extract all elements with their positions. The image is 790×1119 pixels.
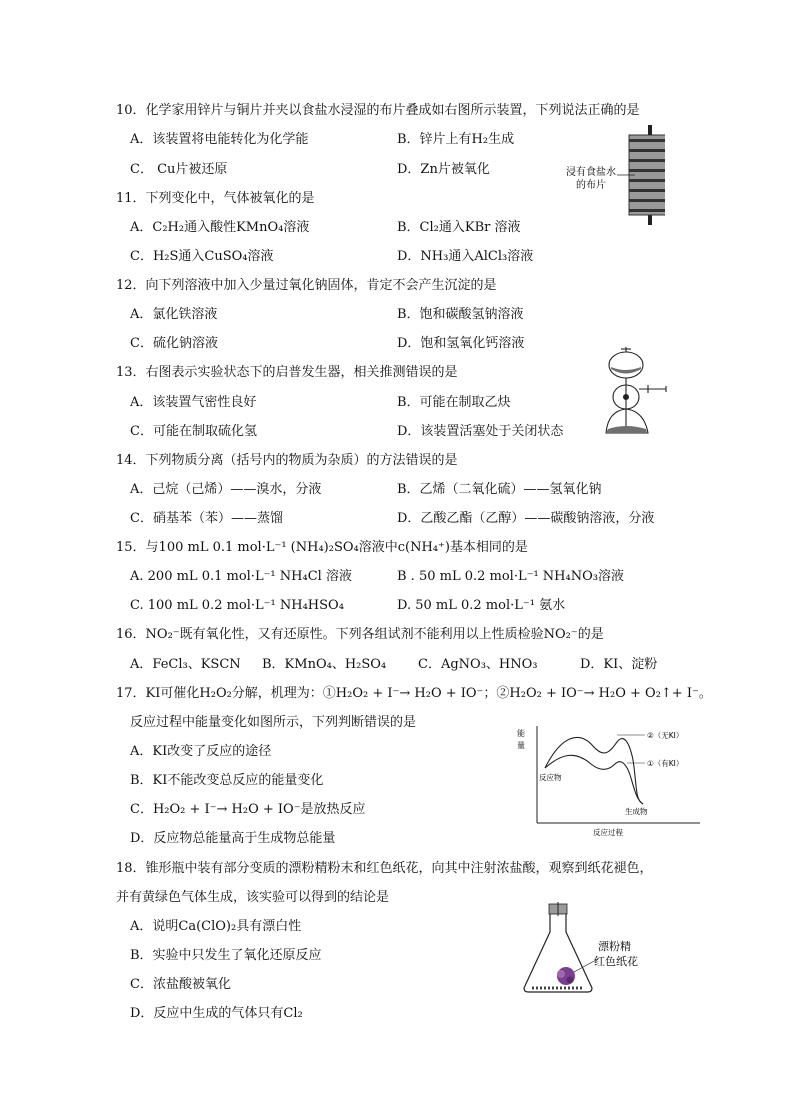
kipp-generator-figure: [596, 345, 688, 440]
question-13-stem: 13．右图表示实验状态下的启普发生器，相关推测错误的是: [116, 365, 458, 380]
q17-option-d: D．反应物总能量高于生成物总能量: [130, 831, 336, 846]
question-18-stem: 18．锥形瓶中装有部分变质的漂粉精粉末和红色纸花，向其中注射浓盐酸，观察到纸花褪色，: [116, 861, 653, 876]
curve-label-without-ki: ②（无KI）: [647, 731, 684, 740]
q12-option-b: B．饱和碳酸氢钠溶液: [397, 307, 524, 322]
q12-option-c: C．硫化钠溶液: [130, 336, 218, 351]
q11-option-a: A．C₂H₂通入酸性KMnO₄溶液: [130, 220, 310, 235]
question-17-stem: 17．KI可催化H₂O₂分解，机理为：①H₂O₂ + I⁻→ H₂O + IO⁻；②H₂O₂ + IO⁻→ H₂O + O₂↑+ I⁻。: [116, 686, 712, 701]
reactant-label: 反应物: [539, 773, 562, 782]
q17-option-c: C．H₂O₂ + I⁻→ H₂O + IO⁻是放热反应: [130, 802, 366, 817]
q10-option-c: C． Cu片被还原: [130, 162, 228, 177]
q16-option-b: B．KMnO₄、H₂SO₄: [262, 657, 387, 672]
q16-option-d: D．KI、淀粉: [580, 657, 658, 672]
q18-option-d: D．反应中生成的气体只有Cl₂: [130, 1006, 303, 1021]
q11-option-b: B．Cl₂通入KBr 溶液: [397, 220, 521, 235]
question-11-stem: 11．下列变化中，气体被氧化的是: [116, 191, 315, 206]
q10-option-b: B．锌片上有H₂生成: [397, 132, 515, 147]
product-label: 生成物: [625, 807, 648, 816]
q18-option-c: C．浓盐酸被氧化: [130, 977, 231, 992]
q13-option-d: D．该装置活塞处于关闭状态: [397, 424, 564, 439]
energy-ylabel-bottom: 量: [517, 741, 525, 750]
question-16-stem: 16．NO₂⁻既有氧化性，又有还原性。下列各组试剂不能利用以上性质检验NO₂⁻的是: [116, 627, 604, 642]
question-15-stem: 15．与100 mL 0.1 mol·L⁻¹ (NH₄)₂SO₄溶液中c(NH₄⁺)基本相同的是: [116, 540, 528, 555]
q11-option-d: D．NH₃通入AlCl₃溶液: [397, 249, 534, 264]
q13-option-c: C．可能在制取硫化氢: [130, 424, 257, 439]
battery-label-line2: 的布片: [576, 180, 606, 191]
q17-option-a: A．KI改变了反应的途径: [130, 744, 272, 759]
q13-option-b: B．可能在制取乙炔: [397, 395, 511, 410]
energy-xlabel: 反应过程: [593, 828, 623, 837]
question-18-stem-line2: 并有黄绿色气体生成，该实验可以得到的结论是: [116, 890, 390, 905]
q15-option-b: B . 50 mL 0.2 mol·L⁻¹ NH₄NO₃溶液: [397, 569, 624, 584]
battery-stack-figure: [555, 125, 665, 225]
question-10-stem: 10．化学家用锌片与铜片并夹以食盐水浸湿的布片叠成如右图所示装置，下列说法正确的是: [116, 103, 640, 118]
q17-option-b: B．KI不能改变总反应的能量变化: [130, 773, 324, 788]
curve-label-with-ki: ①（有KI）: [647, 759, 684, 768]
energy-diagram: [505, 720, 705, 840]
question-17-stem-line2: 反应过程中能量变化如图所示，下列判断错误的是: [130, 715, 417, 730]
q16-option-c: C．AgNO₃、HNO₃: [418, 657, 538, 672]
q10-option-d: D．Zn片被氧化: [397, 162, 490, 177]
battery-label-line1: 浸有食盐水: [566, 167, 616, 178]
q14-option-b: B．乙烯（二氧化硫）——氢氧化钠: [397, 482, 602, 497]
q12-option-d: D．饱和氢氧化钙溶液: [397, 336, 525, 351]
q18-option-b: B．实验中只发生了氧化还原反应: [130, 948, 322, 963]
q11-option-c: C．H₂S通入CuSO₄溶液: [130, 249, 274, 264]
q16-option-a: A．FeCl₃、KSCN: [130, 657, 241, 672]
energy-ylabel-top: 能: [517, 729, 525, 738]
q13-option-a: A．该装置气密性良好: [130, 395, 257, 410]
q14-option-c: C．硝基苯（苯）——蒸馏: [130, 511, 283, 526]
q14-option-a: A．己烷（己烯）——溴水，分液: [130, 482, 322, 497]
question-14-stem: 14．下列物质分离（括号内的物质为杂质）的方法错误的是: [116, 453, 458, 468]
flask-figure: [510, 902, 660, 997]
q15-option-a: A. 200 mL 0.1 mol·L⁻¹ NH₄Cl 溶液: [130, 569, 352, 584]
q18-option-a: A．说明Ca(ClO)₂具有漂白性: [130, 919, 302, 934]
question-12-stem: 12．向下列溶液中加入少量过氧化钠固体，肯定不会产生沉淀的是: [116, 278, 497, 293]
flask-label-bleaching-powder: 漂粉精: [598, 940, 631, 953]
q12-option-a: A．氯化铁溶液: [130, 307, 218, 322]
flask-label-red-flower: 红色纸花: [594, 955, 638, 968]
q15-option-c: C. 100 mL 0.2 mol·L⁻¹ NH₄HSO₄: [130, 598, 344, 613]
q15-option-d: D. 50 mL 0.2 mol·L⁻¹ 氨水: [397, 598, 566, 613]
q14-option-d: D．乙酸乙酯（乙醇）——碳酸钠溶液，分液: [397, 511, 655, 526]
q10-option-a: A．该装置将电能转化为化学能: [130, 132, 309, 147]
